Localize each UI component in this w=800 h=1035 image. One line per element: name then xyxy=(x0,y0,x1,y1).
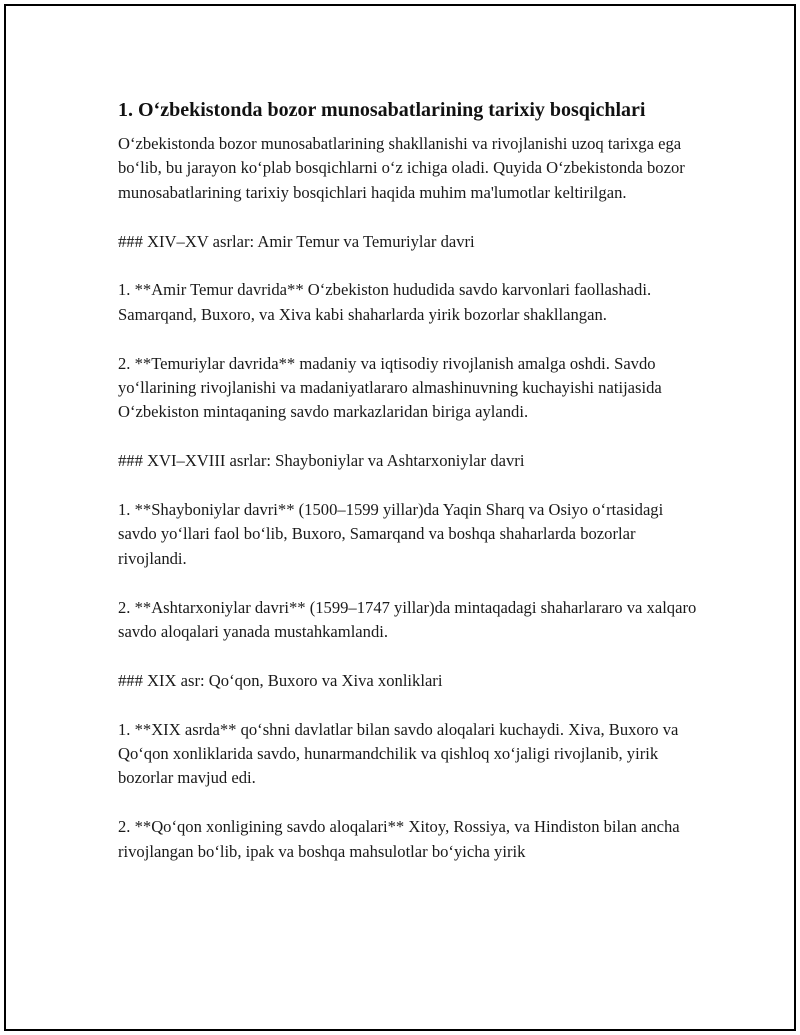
section-heading-shaybanids: ### XVI–XVIII asrlar: Shayboniylar va Ashtarxoniylar davri xyxy=(118,451,525,471)
section-heading-timurids: ### XIV–XV asrlar: Amir Temur va Temuriylar davri xyxy=(118,231,475,251)
paragraph-ashtarxoniylar: 2. **Ashtarxoniylar davri** (1599–1747 yillar)da mintaqadagi shaharlararo va xalqaro savdo aloqalari yanada mustahkamlandi. xyxy=(118,597,697,642)
paragraph-xix-asr: 1. **XIX asrda** qo‘shni davlatlar bilan savdo aloqalari kuchaydi. Xiva, Buxoro va Qo‘qon xonliklarida savdo, hunarmandchilik va qishloq xo‘jaligi rivojlanib, yirik bozorlar mavjud edi. xyxy=(118,719,679,788)
document-page xyxy=(4,4,796,1031)
section-heading-khanates: ### XIX asr: Qo‘qon, Buxoro va Xiva xonliklari xyxy=(118,670,443,690)
paragraph-shayboniylar: 1. **Shayboniylar davri** (1500–1599 yillar)da Yaqin Sharq va Osiyo o‘rtasidagi savdo yo‘llari faol bo‘lib, Buxoro, Samarqand va boshqa shaharlarda bozorlar rivojlandi. xyxy=(118,500,664,568)
document-title: 1. O‘zbekistonda bozor munosabatlarining tarixiy bosqichlari xyxy=(118,99,646,121)
paragraph-temuriylar: 2. **Temuriylar davrida** madaniy va iqtisodiy rivojlanish amalga oshdi. Savdo yo‘llarining rivojlanishi va madaniyatlararo almashinuvning kuchayishi natijasida O‘zbekiston mintaqaning savdo markazlaridan biriga aylandi. xyxy=(118,353,662,422)
paragraph-qoqon-savdo: 2. **Qo‘qon xonligining savdo aloqalari** Xitoy, Rossiya, va Hindiston bilan ancha rivojlangan bo‘lib, ipak va boshqa mahsulotlar bo‘yicha yirik xyxy=(118,817,680,861)
intro-paragraph: O‘zbekistonda bozor munosabatlarining shakllanishi va rivojlanishi uzoq tarixga ega bo‘lib, bu jarayon ko‘plab bosqichlarni o‘z ichiga oladi. Quyida O‘zbekistonda bozor munosabatlarining tarixiy bosqichlari haqida muhim ma'lumotlar keltirilgan. xyxy=(118,134,685,202)
document-content xyxy=(118,98,698,888)
paragraph-amir-temur: 1. **Amir Temur davrida** O‘zbekiston hududida savdo karvonlari faollashadi. Samarqand, Buxoro, va Xiva kabi shaharlarda yirik bozorlar shakllangan. xyxy=(118,280,652,324)
